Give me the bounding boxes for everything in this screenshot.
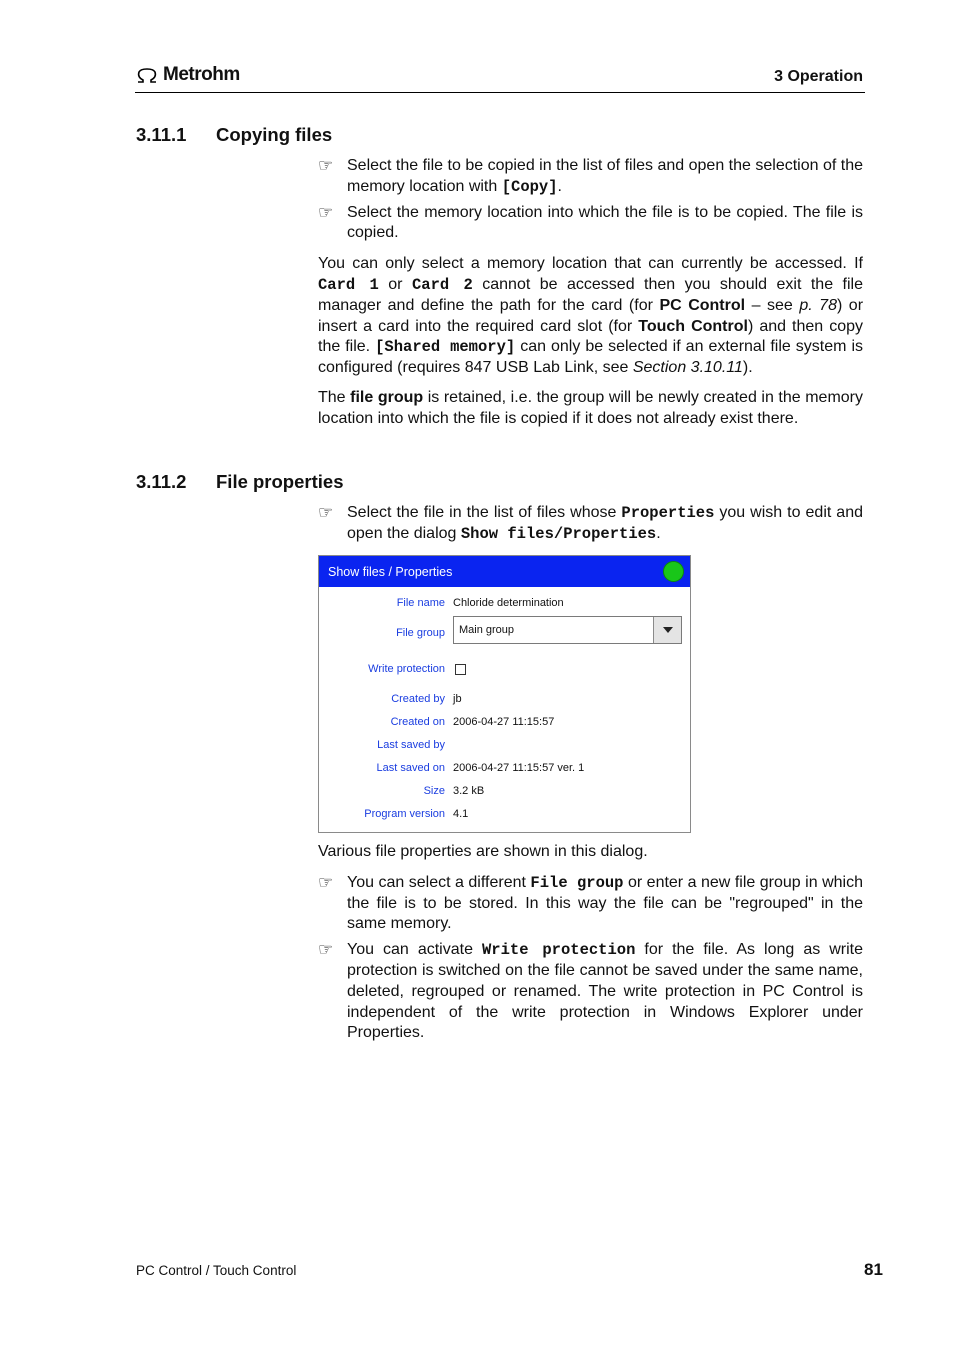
created-on-row	[319, 716, 690, 732]
file-properties-intro	[318, 503, 863, 545]
page-header	[135, 64, 865, 93]
dialog-title: Show files / Properties	[328, 564, 453, 579]
pointing-hand-icon: ☞	[318, 872, 334, 892]
size-value: 3.2 kB	[453, 785, 485, 797]
brand-name: Metrohm	[163, 64, 240, 85]
footer-product: PC Control / Touch Control	[136, 1263, 297, 1278]
chevron-down-icon[interactable]	[653, 617, 681, 643]
last-saved-on-value: 2006-04-27 11:15:57 ver. 1	[453, 762, 585, 774]
created-by-row	[319, 693, 690, 709]
bullet-item: ☞ Select the file in the list of files whose Properties you wish to edit and open the dialog Show files/Properties.	[318, 503, 864, 543]
section-number: 3.11.1	[136, 124, 187, 145]
paragraph: The file group is retained, i.e. the group will be newly created in the memory location into which the file is copied if it does not already exist there.	[318, 388, 864, 427]
section-heading-copying-files	[136, 124, 332, 146]
section-title: File properties	[216, 471, 344, 492]
dialog-caption: Various file properties are shown in this dialog.	[318, 843, 648, 860]
section-number: 3.11.2	[136, 471, 187, 492]
pointing-hand-icon: ☞	[318, 940, 334, 960]
file-properties-body	[318, 842, 863, 1044]
pointing-hand-icon: ☞	[318, 503, 334, 522]
copy-key: [Copy]	[501, 177, 558, 196]
created-on-value: 2006-04-27 11:15:57	[453, 716, 555, 728]
write-protection-checkbox[interactable]	[455, 664, 466, 675]
status-led-icon	[663, 561, 684, 582]
section-heading-file-properties	[136, 471, 343, 493]
size-row	[319, 785, 690, 801]
size-label: Size	[423, 785, 445, 797]
copying-files-body	[318, 156, 863, 430]
created-by-value: jb	[453, 693, 462, 705]
file-group-value: Main group	[459, 624, 515, 636]
file-group-select[interactable]	[453, 616, 682, 644]
pointing-hand-icon: ☞	[318, 202, 334, 222]
created-on-label: Created on	[390, 716, 445, 728]
bullet-item: ☞ You can select a different File group or enter a new file group in which the file is to be stored. In this way the file can be "regrouped" in the same memory.	[318, 872, 864, 933]
write-protection-label: Write protection	[368, 663, 445, 675]
last-saved-on-label: Last saved on	[376, 762, 445, 774]
program-version-label: Program version	[364, 808, 445, 820]
program-version-value: 4.1	[453, 808, 469, 820]
paragraph: You can only select a memory location that can currently be accessed. If Card 1 or Card 2 cannot be accessed then you should exit the file manager and define the path for the card (for PC Control – see p. 78) or insert a card into the required card slot (for Touch Control) and then copy the file. [Shared memory] can only be selected if an external file system is configured (requires 847 USB Lab Link, see Section 3.10.11).	[318, 255, 864, 377]
page-number: 81	[864, 1260, 883, 1279]
section-title: Copying files	[216, 124, 333, 145]
file-group-row	[319, 624, 690, 643]
program-version-row	[319, 808, 690, 824]
show-files-properties-dialog	[318, 555, 691, 833]
file-name-value[interactable]: Chloride determination	[453, 597, 564, 609]
last-saved-by-row	[319, 739, 690, 755]
last-saved-on-row	[319, 762, 690, 778]
dialog-title-bar	[319, 556, 690, 587]
metrohm-logo	[135, 64, 240, 86]
omega-icon	[135, 66, 159, 84]
created-by-label: Created by	[391, 693, 445, 705]
bullet-item: ☞ You can activate Write protection for the file. As long as write protection is switched on the file cannot be saved under the same name, deleted, regrouped or renamed. The write protection in PC Control is independent of the write protection in Windows Explorer under Properties.	[318, 940, 864, 1042]
last-saved-by-label: Last saved by	[377, 739, 445, 751]
file-name-label: File name	[396, 597, 445, 609]
file-group-label: File group	[396, 627, 445, 639]
bullet-item: ☞ Select the file to be copied in the list of files and open the selection of the memory location with [Copy].	[318, 156, 863, 196]
chapter-title: 3 Operation	[774, 68, 863, 85]
bullet-item: ☞ Select the memory location into which the file is to be copied. The file is copied.	[318, 202, 863, 242]
write-protection-row	[319, 663, 690, 679]
pointing-hand-icon: ☞	[318, 156, 334, 175]
file-name-row	[319, 597, 690, 613]
